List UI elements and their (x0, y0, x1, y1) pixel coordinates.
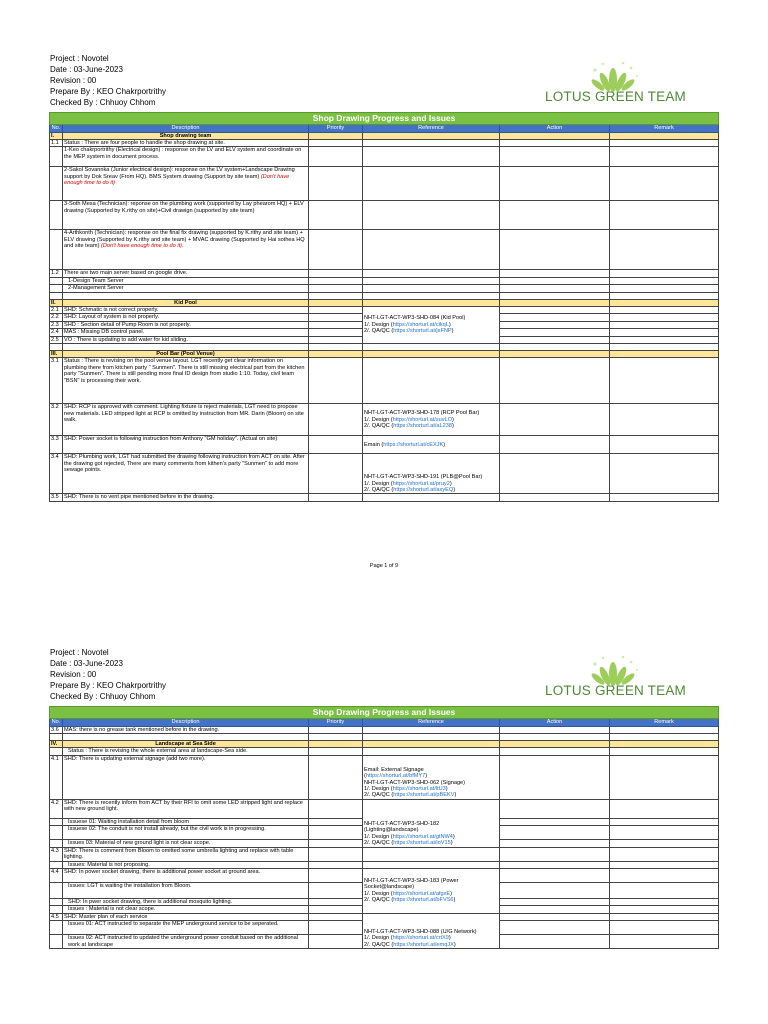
table-row: 4.3 SHD: There is comment from Bloom to omitted some umbrella lighting and replace with table lighting. (50, 847, 719, 861)
issues-table-page-1 (49, 112, 719, 502)
prepared-by-line: Prepare By : KEO Chakrportrithy (50, 87, 167, 96)
reference-cell: NHT-LGT-ACT-WP3-SHD-191 (PLB@Pool Bar) 1/. Design (https://shorturl.at/pruy2) 2/. QA/QC (https://shorturl.at/axyEQ) (363, 454, 500, 494)
reference-link[interactable]: https://shorturl.at/emqJX (393, 941, 454, 948)
logo-text: LOTUS GREEN TEAM (545, 683, 686, 698)
table-row (50, 292, 719, 299)
table-row: 1.2 There are two main server based on google drive. (50, 270, 719, 277)
warning-note: (Don't have enough time to do it) (64, 173, 290, 187)
issues-table-page-2 (49, 706, 719, 949)
table-row: 4.4 SHD: In power socket drawing, there is additional power socket at ground area. NHT-LGT-ACT-WP3-SHD-183 (Power Socket@landscape) 1/. Design (https://shorturl.at/afgxE) 2/. QA/QC (https://shorturl.at/bFVS6) (50, 868, 719, 882)
table-row: Status : There is revising the whole external area at landscape-Sea side. (50, 748, 719, 755)
table-row: 2.4 MAS : Missing DB control panel. (50, 329, 719, 336)
reference-link[interactable]: https://shorturl.at/ltU3 (392, 785, 446, 792)
project-line: Project : Novotel (50, 648, 109, 657)
table-row: 4.2 SHD: There is recently inform from ACT by their RFI to omit some LED stripped light and replace with new ground light. NHT-LGT-ACT-WP3-SHD-182 (Lighting@landscape) 1/. Design (https://shorturl.at/gtNW4) 2/. QA/QC (https://shorturl.at/ioV15) (50, 799, 719, 818)
reference-cell: NHT-LGT-ACT-WP3-SHD-088 (U/G Network) 1/. Design (https://shorturl.at/crtX9) 2/. QA/QC (https://shorturl.at/emqJX) (363, 913, 500, 948)
table-row: 4.1 SHD: There is updating external signage (add two more). Email: External Signage (https://shorturl.at/bfMY7) NHT-LGT-ACT-WP3-SHD-062 (Signage) 1/. Design (https://shorturl.at/ltU3) 2/. QA/QC (https://shorturl.at/pBEKV) (50, 755, 719, 799)
table-row: 3.2 SHD: RCP is approved with comment. Lighting fixture is reject materials, LGT need to propose new materials. LED stripped light at RCP is omitted by instruction from MR. Darin (Bloom) on site walk. NHT-LGT-ACT-WP3-SHD-178 (RCP Pool Bar) 1/. Design (https://shorturl.at/suvLO) 2/. QA/QC (https://shorturl.at/aL238) (50, 404, 719, 436)
reference-cell: NHT-LGT-ACT-WP3-SHD-182 (Lighting@landscape) 1/. Design (https://shorturl.at/gtNW4) 2/. QA/QC (https://shorturl.at/ioV15) (363, 799, 500, 847)
reference-link[interactable]: https://shorturl.at/aL238 (393, 423, 452, 430)
company-logo (545, 652, 685, 698)
table-row: Issuese 02: The conduit is not install already, but the civil work is in progressing. (50, 826, 719, 840)
reference-link[interactable]: https://shorturl.at/ioV15 (393, 840, 451, 847)
date-line: Date : 03-June-2023 (50, 659, 123, 668)
reference-link[interactable]: https://shorturl.at/pruy2 (392, 480, 450, 487)
table-title: Shop Drawing Progress and Issues (50, 113, 719, 125)
table-row: 1-Design Team Server (50, 277, 719, 284)
section-title: Pool Bar (Pool Venue) (63, 350, 309, 357)
col-reference: Reference (363, 719, 500, 727)
section-row: IV. Landscape at Sea Side (50, 740, 719, 747)
table-row: Issues 02: ACT instructed to updated the underground power conduit based on the additional work at landscape (50, 935, 719, 949)
col-remark: Remark (610, 719, 719, 727)
table-row: 3.4 SHD: Plumbing work, LGT had submitted the drawing following instruction from ACT on site. After the drawing got rejected, There are many comments from kithen's party "Sunmen" to add more sewage points. NHT-LGT-ACT-WP3-SHD-191 (PLB@Pool Bar) 1/. Design (https://shorturl.at/pruy2) 2/. QA/QC (https://shorturl.at/axyEQ) (50, 454, 719, 494)
table-row: SHD: In pwer socket drawing, there is additional mosquito lighting. (50, 898, 719, 905)
page-2 (0, 590, 768, 1024)
reference-cell: Emain (https://shorturl.at/cEXJK) (363, 436, 500, 454)
reference-link[interactable]: https://shorturl.at/crtX9 (392, 935, 449, 942)
table-row: Issues 03: Material of new ground light is not clear scope. (50, 840, 719, 847)
col-description: Description (63, 719, 309, 727)
reference-link[interactable]: https://shorturl.at/bFVS6 (393, 897, 454, 904)
table-row: 2.3 SHD : Section detail of Pump Room is not properly. (50, 321, 719, 328)
table-row: 2.2 SHD: Layout of system is not properly. (50, 314, 719, 321)
reference-link[interactable]: https://shorturl.at/pBEKV (393, 792, 455, 799)
col-reference: Reference (363, 125, 500, 133)
page-number: Page 1 of 9 (369, 563, 399, 569)
reference-cell: NHT-LGT-ACT-WP3-SHD-183 (Power Socket@landscape) 1/. Design (https://shorturl.at/afgxE) 2/. QA/QC (https://shorturl.at/bFVS6) (363, 868, 500, 913)
section-row: II. Kid Pool (50, 299, 719, 306)
reference-cell: NHT-LGT-ACT-WP3-SHD-178 (RCP Pool Bar) 1/. Design (https://shorturl.at/suvLO) 2/. QA/QC (https://shorturl.at/aL238) (363, 404, 500, 436)
reference-link[interactable]: https://shorturl.at/cikqL (392, 321, 449, 328)
table-row: 3.6 MAS: there is no grease tank mentioned before in the drawing. (50, 726, 719, 733)
reference-link[interactable]: https://shorturl.at/bfMY7 (365, 773, 426, 780)
section-row: I. Shop drawing team (50, 132, 719, 139)
table-row: Issuese 01: Waiting installation detail from bloom (50, 818, 719, 825)
table-row: Issues: Material is not proposing. (50, 861, 719, 868)
table-row: Issues 01: ACT instructed to separate the MEP underground service to be seperated. (50, 921, 719, 935)
checked-by-line: Checked By : Chhuoy Chhom (50, 692, 156, 701)
col-priority: Priority (309, 719, 363, 727)
reference-link[interactable]: https://shorturl.at/axyEQ (393, 486, 454, 493)
logo-text: LOTUS GREEN TEAM (545, 89, 686, 104)
section-title: Shop drawing team (63, 132, 309, 139)
table-row: Issues: LGT is waiting the installation from Bloom. (50, 882, 719, 898)
document-header (50, 53, 166, 108)
section-title: Landscape at Sea Side (63, 740, 309, 747)
project-line: Project : Novotel (50, 54, 109, 63)
section-row: III. Pool Bar (Pool Venue) (50, 350, 719, 357)
table-row (50, 733, 719, 740)
revision-line: Revision : 00 (50, 76, 97, 85)
table-title: Shop Drawing Progress and Issues (50, 707, 719, 719)
table-row: 2-Management Server (50, 285, 719, 292)
table-row: 3.1 Status : There is revising on the pool venue layout. LGT recently get clear information on plumbing there from kitchen party " Sunmen". There is still missing electrical part from the kitchen party "Sunmen". There is still pending more final ID design from studio 1:10. Today, civil team "BSN" is processing their work. (50, 358, 719, 404)
section-title: Kid Pool (63, 299, 309, 306)
checked-by-line: Checked By : Chhuoy Chhom (50, 98, 156, 107)
col-no: No. (50, 719, 63, 727)
table-row: 2.1 SHD: Schmatic is not correct properly. NHT-LGT-ACT-WP3-SHD-084 (Kid Pool) 1/. Design (https://shorturl.at/cikqL) 2/. QA/QC (https://shorturl.at/jsFNP) (50, 306, 719, 313)
reference-cell: Email: External Signage (https://shorturl.at/bfMY7) NHT-LGT-ACT-WP3-SHD-062 (Signage) 1/. Design (https://shorturl.at/ltU3) 2/. QA/QC (https://shorturl.at/pBEKV) (363, 755, 500, 799)
table-row: 1.1 Status : There are four people to handle the shop drawing at site. (50, 139, 719, 146)
col-action: Action (500, 719, 610, 727)
reference-link[interactable]: https://shorturl.at/gtNW4 (392, 833, 453, 840)
reference-link[interactable]: https://shorturl.at/suvLO (392, 416, 452, 423)
table-row: 3-Soth Mesa (Technician): reponse on the plumbing work (supported by Lay phearom HQ) + ELV drawing (Supported by K.rithy on site)+Civil drawign (supported by site team) (50, 201, 719, 230)
col-action: Action (500, 125, 610, 133)
table-row: 4-Arthkonth (Technician): response on the final fix drawing (supported by K.rithy and site team) + ELV drawing (Supported by K.rithy and site team) + MVAC drawing (Supported by Hai sothea HQ and site team) (Don't have enough time to do it). (50, 230, 719, 270)
reference-cell: NHT-LGT-ACT-WP3-SHD-084 (Kid Pool) 1/. Design (https://shorturl.at/cikqL) 2/. QA/QC (https://shorturl.at/jsFNP) (363, 306, 500, 343)
document-header (50, 647, 166, 702)
table-row: 1-Keo chakrportrithy (Electrical design) : response on the LV and ELV system and coordinate on the MEP system in document process. (50, 147, 719, 167)
reference-link[interactable]: https://shorturl.at/cEXJK (383, 441, 444, 448)
table-row: 3.3 SHD: Power socket is following instruction from Anthony "GM holiday". (Actual on site) Emain (https://shorturl.at/cEXJK) (50, 436, 719, 454)
warning-note: (Don't have enough time to do it). (101, 243, 184, 250)
company-logo (545, 58, 685, 104)
table-row: 2.5 VO : There is updating to add water for kid sliding. (50, 336, 719, 343)
col-remark: Remark (610, 125, 719, 133)
reference-link[interactable]: https://shorturl.at/jsFNP (393, 328, 452, 335)
table-row (50, 343, 719, 350)
table-row: 4.5 SHD: Master plan of each service NHT-LGT-ACT-WP3-SHD-088 (U/G Network) 1/. Design (https://shorturl.at/crtX9) 2/. QA/QC (https://shorturl.at/emqJX) (50, 913, 719, 920)
table-row: Issues : Material is not clear scope. (50, 906, 719, 913)
date-line: Date : 03-June-2023 (50, 65, 123, 74)
column-header-row (50, 719, 719, 727)
table-row: 2-Sakol Sovannka (Junior electrical design): response on the LV system+Landscape Drawing support by Dok Sreav (From HQ). BMS System drawing (Support by site team) (Don't have enough time to do it) (50, 167, 719, 201)
table-row: 3.5 SHD: There is no vent pipe mentioned before in the drawing. (50, 494, 719, 501)
revision-line: Revision : 00 (50, 670, 97, 679)
col-no: No. (50, 125, 63, 133)
column-header-row (50, 125, 719, 133)
col-description: Description (63, 125, 309, 133)
reference-link[interactable]: https://shorturl.at/afgxE (392, 890, 451, 897)
col-priority: Priority (309, 125, 363, 133)
prepared-by-line: Prepare By : KEO Chakrportrithy (50, 681, 167, 690)
